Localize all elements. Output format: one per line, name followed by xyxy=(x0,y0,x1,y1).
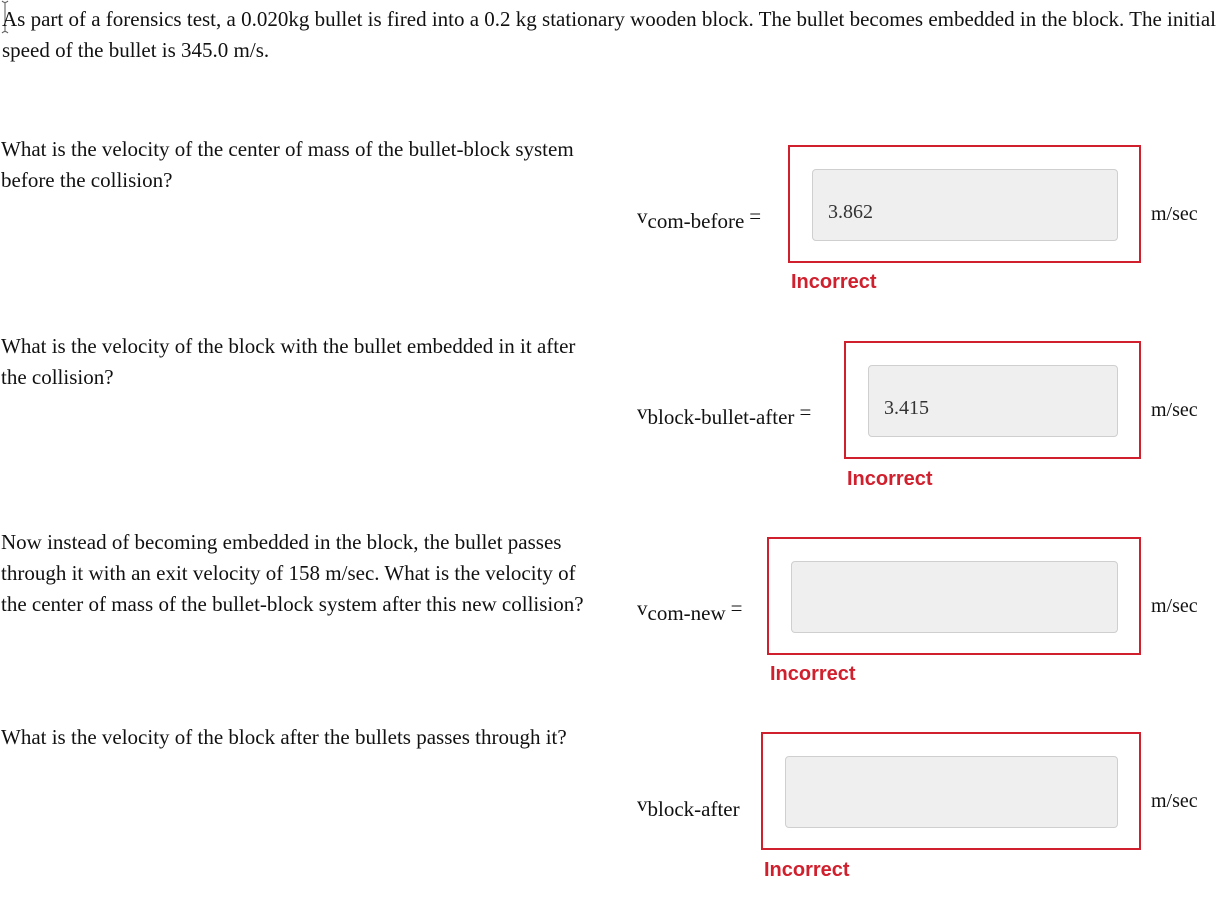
question-4-answer-input[interactable] xyxy=(785,756,1118,828)
question-3-unit: m/sec xyxy=(1151,595,1198,617)
question-4-unit: m/sec xyxy=(1151,790,1198,812)
question-1-unit: m/sec xyxy=(1151,203,1198,225)
question-3-prompt: Now instead of becoming embedded in the block, the bullet passes through it with an exit velocity of 158 m/sec. What is the velocity of the center of mass of the bullet-block system after this new collision? xyxy=(1,530,584,616)
variable-symbol: v xyxy=(637,792,648,816)
equals-sign: = xyxy=(799,400,812,424)
question-2-prompt: What is the velocity of the block with the bullet embedded in it after the collision? xyxy=(1,334,576,389)
question-2-answer-box xyxy=(844,341,1141,459)
question-4-feedback: Incorrect xyxy=(764,859,850,881)
question-1-feedback: Incorrect xyxy=(791,271,877,293)
variable-symbol: v xyxy=(637,596,648,620)
question-2-answer-input[interactable] xyxy=(868,365,1118,437)
variable-symbol: v xyxy=(637,400,648,424)
question-2-variable-label xyxy=(637,400,812,429)
question-3-answer-box xyxy=(767,537,1141,655)
question-2-feedback: Incorrect xyxy=(847,468,933,490)
question-2-unit: m/sec xyxy=(1151,399,1198,421)
question-1-prompt: What is the velocity of the center of mass of the bullet-block system before the collision? xyxy=(1,137,574,192)
variable-symbol: v xyxy=(637,204,648,228)
question-3-variable-label xyxy=(637,596,743,625)
question-4-prompt: What is the velocity of the block after the bullets passes through it? xyxy=(1,725,567,749)
equals-sign: = xyxy=(749,204,762,228)
variable-subscript: block-after xyxy=(647,797,740,821)
question-1-variable-label xyxy=(637,204,762,233)
question-3-answer-input[interactable] xyxy=(791,561,1118,633)
variable-subscript: block-bullet-after xyxy=(647,405,795,429)
question-1-answer-input[interactable] xyxy=(812,169,1118,241)
question-4-variable-label xyxy=(637,792,745,821)
variable-subscript: com-before xyxy=(647,209,745,233)
variable-subscript: com-new xyxy=(647,601,726,625)
question-4-answer-box xyxy=(761,732,1141,850)
equals-sign: = xyxy=(730,596,743,620)
question-3-feedback: Incorrect xyxy=(770,663,856,685)
question-1-answer-box xyxy=(788,145,1141,263)
problem-statement: As part of a forensics test, a 0.020kg bullet is fired into a 0.2 kg stationary wooden block. The bullet becomes embedded in the block. The initial speed of the bullet is 345.0 m/s. xyxy=(2,7,1217,62)
